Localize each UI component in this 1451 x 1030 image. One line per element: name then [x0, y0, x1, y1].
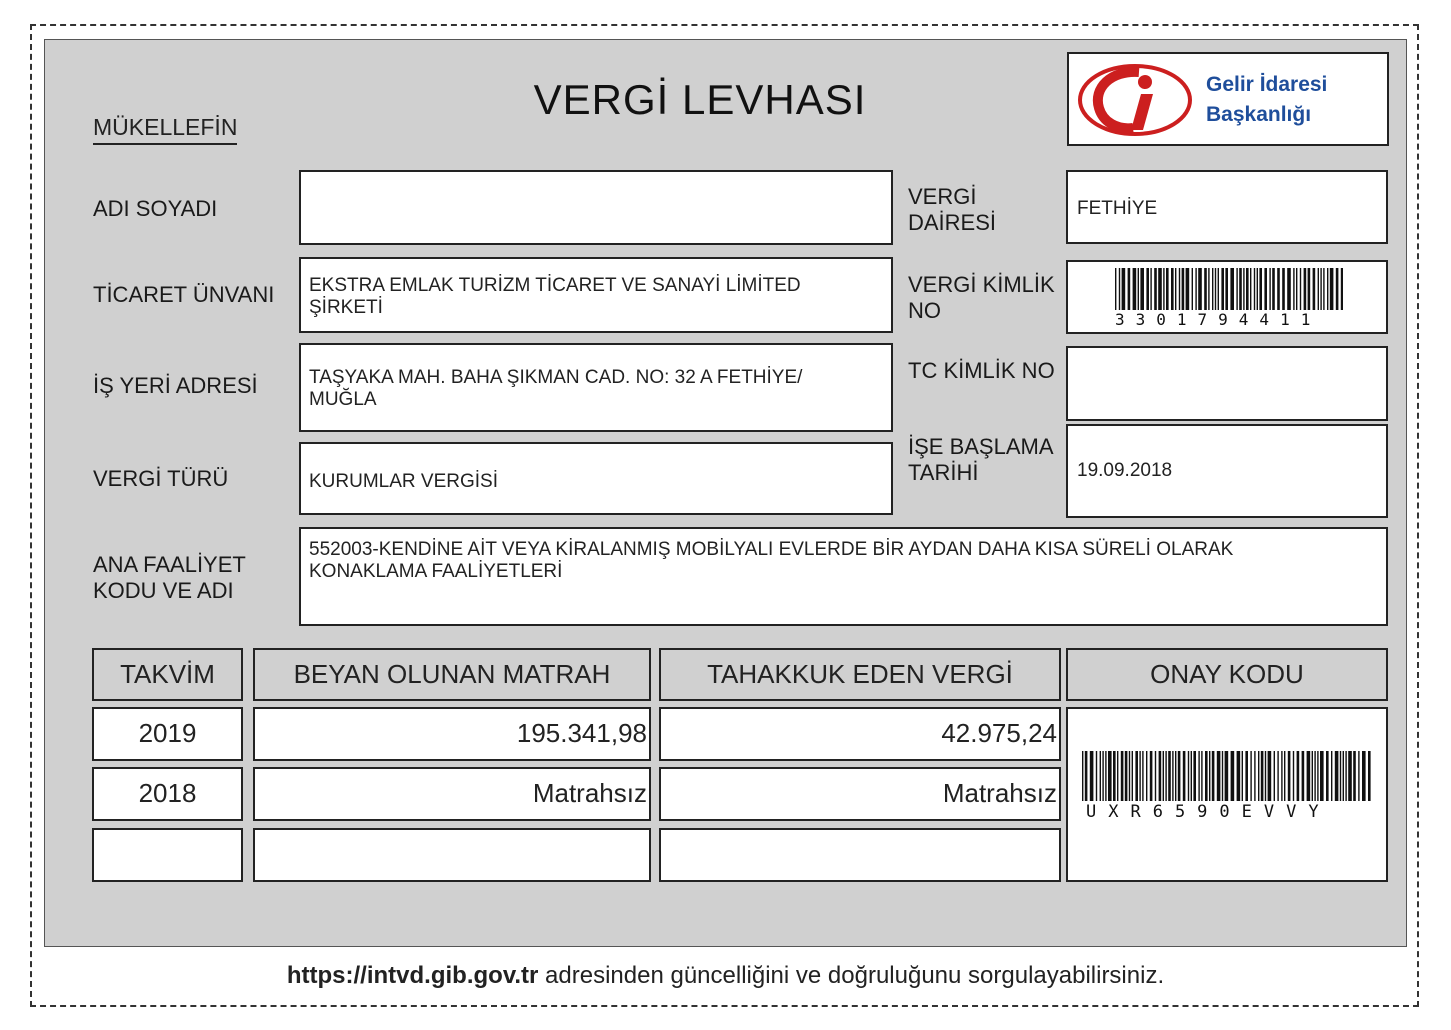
vergi-turu-value: KURUMLAR VERGİSİ	[309, 471, 498, 492]
adi-soyadi-field	[299, 170, 893, 245]
barcode-bar	[1259, 268, 1262, 310]
ise-baslama-label-line2: TARİHİ	[908, 460, 979, 485]
barcode-bar	[1246, 268, 1249, 310]
barcode-bar	[1140, 268, 1144, 310]
row3-matrah	[253, 828, 651, 882]
barcode-bar	[1155, 751, 1156, 801]
barcode-bar	[1307, 751, 1311, 801]
is-yeri-adresi-field	[299, 343, 893, 432]
barcode-bar	[1165, 751, 1166, 801]
barcode-bar	[1191, 751, 1192, 801]
gib-emblem-icon	[1077, 60, 1195, 140]
barcode-bar	[1117, 751, 1118, 801]
barcode-bar	[1302, 751, 1305, 801]
barcode-bar	[1326, 751, 1329, 801]
barcode-bar	[1192, 268, 1193, 310]
barcode-bar	[1085, 751, 1088, 801]
barcode-bar	[1287, 268, 1291, 310]
ticaret-unvani-field	[299, 257, 893, 333]
barcode-bar	[1082, 751, 1083, 801]
barcode-bar	[1343, 751, 1344, 801]
is-yeri-adresi-value: TAŞYAKA MAH. BAHA ŞIKMAN CAD. NO: 32 A FETHİYE/ MUĞLA	[309, 367, 803, 410]
barcode-bar	[1317, 751, 1318, 801]
row3-takvim	[92, 828, 243, 882]
barcode-bar	[1198, 751, 1199, 801]
barcode-bar	[1128, 268, 1131, 310]
barcode-bar	[1146, 268, 1149, 310]
vergi-dairesi-label-line1: VERGİ	[908, 184, 977, 209]
vergi-dairesi-label	[908, 184, 996, 236]
row1-vergi: 42.975,24	[659, 707, 1061, 761]
barcode-bar	[1258, 751, 1259, 801]
barcode-bar	[1288, 751, 1291, 801]
barcode-bar	[1217, 751, 1221, 801]
row3-vergi	[659, 828, 1061, 882]
onay-kodu-barcode	[1082, 751, 1374, 801]
barcode-bar	[1243, 268, 1244, 310]
barcode-bar	[1172, 751, 1173, 801]
footer-url[interactable]: https://intvd.gib.gov.tr	[286, 962, 539, 989]
ise-baslama-label-line1: İŞE BAŞLAMA	[908, 434, 1054, 459]
barcode-bar	[1115, 268, 1116, 310]
barcode-bar	[1208, 268, 1209, 310]
barcode-bar	[1122, 268, 1126, 310]
barcode-bar	[1133, 268, 1137, 310]
barcode-bar	[1254, 751, 1255, 801]
barcode-bar	[1205, 751, 1208, 801]
barcode-bar	[1215, 268, 1216, 310]
ticaret-unvani-label: TİCARET ÜNVANI	[93, 282, 275, 307]
section-label: MÜKELLEFİN	[93, 114, 237, 145]
header-takvim: TAKVİM	[92, 648, 243, 701]
logo-line2: Başkanlığı	[1206, 103, 1312, 126]
barcode-bar	[1146, 751, 1147, 801]
barcode-bar	[1201, 751, 1202, 801]
barcode-bar	[1308, 268, 1311, 310]
barcode-bar	[1159, 751, 1162, 801]
ise-baslama-value: 19.09.2018	[1077, 460, 1173, 481]
barcode-bar	[1209, 751, 1210, 801]
gib-logo	[1067, 52, 1389, 146]
barcode-bar	[1102, 751, 1103, 801]
row2-matrah: Matrahsız	[253, 767, 651, 821]
vergi-dairesi-value: FETHİYE	[1077, 198, 1158, 219]
ise-baslama-label	[908, 434, 1054, 486]
barcode-bar	[1171, 268, 1174, 310]
is-yeri-adresi-label: İŞ YERİ ADRESİ	[93, 373, 258, 398]
adi-soyadi-label: ADI SOYADI	[93, 196, 218, 221]
vergi-turu-label: VERGİ TÜRÜ	[93, 466, 229, 491]
logo-line1: Gelir İdaresi	[1206, 73, 1328, 96]
barcode-bar	[1154, 268, 1157, 310]
onay-kodu-cell	[1066, 707, 1388, 882]
barcode-bar	[1179, 268, 1180, 310]
vergi-kimlik-barcode	[1115, 268, 1343, 310]
barcode-bar	[1358, 751, 1359, 801]
barcode-bar	[1119, 268, 1120, 310]
barcode-bar	[1274, 751, 1275, 801]
barcode-bar	[1277, 268, 1280, 310]
onay-kodu-value: UXR6590EVVY	[1086, 802, 1331, 822]
header-beyan-olunan-matrah: BEYAN OLUNAN MATRAH	[253, 648, 651, 701]
barcode-bar	[1345, 751, 1346, 801]
barcode-bar	[1314, 751, 1315, 801]
vergi-turu-field	[299, 442, 893, 515]
barcode-bar	[1264, 268, 1267, 310]
barcode-bar	[1331, 751, 1332, 801]
barcode-bar	[1230, 268, 1234, 310]
barcode-bar	[1132, 751, 1133, 801]
barcode-bar	[1225, 268, 1228, 310]
barcode-bar	[1261, 751, 1264, 801]
barcode-bar	[1113, 751, 1116, 801]
vergi-dairesi-field	[1066, 170, 1388, 244]
barcode-bar	[1277, 751, 1278, 801]
row1-takvim: 2019	[92, 707, 243, 761]
barcode-bar	[1225, 751, 1229, 801]
barcode-bar	[1242, 751, 1243, 801]
barcode-bar	[1138, 268, 1139, 310]
barcode-bar	[1340, 751, 1341, 801]
barcode-bar	[1335, 751, 1339, 801]
barcode-bar	[1239, 268, 1242, 310]
barcode-bar	[1304, 268, 1307, 310]
header-tahakkuk-eden-vergi: TAHAKKUK EDEN VERGİ	[659, 648, 1061, 701]
barcode-bar	[1204, 268, 1207, 310]
barcode-bar	[1313, 268, 1316, 310]
barcode-bar	[1163, 751, 1164, 801]
barcode-bar	[1090, 751, 1094, 801]
barcode-bar	[1282, 268, 1285, 310]
ana-faaliyet-value: 552003-KENDİNE AİT VEYA KİRALANMIŞ MOBİLYALI EVLERDE BİR AYDAN DAHA KISA SÜRELİ OLARAK KONAKLAMA FAALİYETLERİ	[309, 539, 1234, 582]
tc-kimlik-no-label: TC KİMLİK NO	[908, 358, 1055, 383]
barcode-bar	[1175, 751, 1176, 801]
barcode-bar	[1269, 268, 1270, 310]
barcode-bar	[1121, 751, 1124, 801]
barcode-bar	[1135, 751, 1138, 801]
barcode-bar	[1175, 268, 1176, 310]
barcode-bar	[1129, 751, 1130, 801]
barcode-bar	[1222, 751, 1223, 801]
document-title: VERGİ LEVHASI	[533, 76, 867, 123]
barcode-bar	[1312, 751, 1313, 801]
row1-matrah: 195.341,98	[253, 707, 651, 761]
barcode-bar	[1348, 751, 1352, 801]
footer-note	[0, 962, 1451, 990]
ana-faaliyet-label	[93, 552, 246, 604]
barcode-bar	[1193, 751, 1196, 801]
barcode-bar	[1158, 268, 1162, 310]
barcode-bar	[1212, 268, 1213, 310]
barcode-bar	[1096, 751, 1097, 801]
row2-takvim: 2018	[92, 767, 243, 821]
barcode-bar	[1320, 268, 1321, 310]
barcode-bar	[1183, 751, 1186, 801]
barcode-bar	[1265, 751, 1266, 801]
barcode-bar	[1237, 751, 1241, 801]
barcode-bar	[1105, 751, 1106, 801]
header-onay-kodu: ONAY KODU	[1066, 648, 1388, 701]
barcode-bar	[1272, 268, 1275, 310]
barcode-bar	[1320, 751, 1324, 801]
barcode-bar	[1296, 268, 1297, 310]
barcode-bar	[1353, 751, 1356, 801]
barcode-bar	[1198, 268, 1202, 310]
vergi-kimlik-no-label	[908, 272, 1055, 324]
barcode-bar	[1362, 751, 1366, 801]
ticaret-unvani-value: EKSTRA EMLAK TURİZM TİCARET VE SANAYİ LİMİTED ŞİRKETİ	[309, 275, 801, 318]
barcode-bar	[1323, 268, 1324, 310]
barcode-bar	[1368, 751, 1371, 801]
barcode-bar	[1330, 268, 1334, 310]
barcode-bar	[1327, 268, 1328, 310]
vergi-kimlik-no-label-line2: NO	[908, 298, 941, 323]
barcode-bar	[1297, 751, 1300, 801]
tc-kimlik-no-field	[1066, 346, 1388, 421]
barcode-bar	[1195, 268, 1196, 310]
vergi-kimlik-no-value: 3301794411	[1115, 310, 1322, 329]
barcode-bar	[1125, 751, 1128, 801]
barcode-bar	[1257, 268, 1258, 310]
barcode-bar	[1336, 268, 1339, 310]
barcode-bar	[1139, 751, 1140, 801]
barcode-bar	[1284, 751, 1285, 801]
barcode-bar	[1218, 268, 1219, 310]
barcode-bar	[1221, 268, 1224, 310]
barcode-bar	[1188, 751, 1189, 801]
barcode-bar	[1341, 268, 1343, 310]
barcode-bar	[1250, 751, 1251, 801]
barcode-bar	[1108, 751, 1112, 801]
barcode-bar	[1212, 751, 1215, 801]
ana-faaliyet-label-line2: KODU VE ADI	[93, 578, 234, 603]
barcode-bar	[1293, 268, 1294, 310]
barcode-bar	[1293, 751, 1294, 801]
ana-faaliyet-label-line1: ANA FAALİYET	[93, 552, 246, 577]
barcode-bar	[1142, 751, 1143, 801]
barcode-bar	[1300, 268, 1301, 310]
barcode-bar	[1100, 751, 1101, 801]
barcode-bar	[1281, 751, 1282, 801]
barcode-bar	[1163, 268, 1164, 310]
ana-faaliyet-field	[299, 527, 1388, 626]
barcode-bar	[1166, 268, 1169, 310]
barcode-bar	[1231, 751, 1235, 801]
barcode-bar	[1268, 751, 1272, 801]
barcode-bar	[1236, 268, 1237, 310]
barcode-bar	[1178, 751, 1181, 801]
barcode-bar	[1186, 268, 1190, 310]
barcode-bar	[1150, 268, 1151, 310]
ise-baslama-field	[1066, 424, 1388, 518]
barcode-bar	[1150, 751, 1153, 801]
barcode-bar	[1318, 268, 1319, 310]
logo-text	[1206, 70, 1327, 130]
row2-vergi: Matrahsız	[659, 767, 1061, 821]
barcode-bar	[1182, 268, 1185, 310]
vergi-kimlik-no-label-line1: VERGİ KİMLİK	[908, 272, 1055, 297]
barcode-bar	[1168, 751, 1171, 801]
barcode-bar	[1250, 268, 1251, 310]
vergi-kimlik-no-field	[1066, 260, 1388, 334]
footer-text: adresinden güncelliğini ve doğruluğunu sorgulayabilirsiniz.	[538, 962, 1165, 989]
vergi-dairesi-label-line2: DAİRESİ	[908, 210, 997, 235]
barcode-bar	[1245, 751, 1248, 801]
barcode-bar	[1254, 268, 1255, 310]
